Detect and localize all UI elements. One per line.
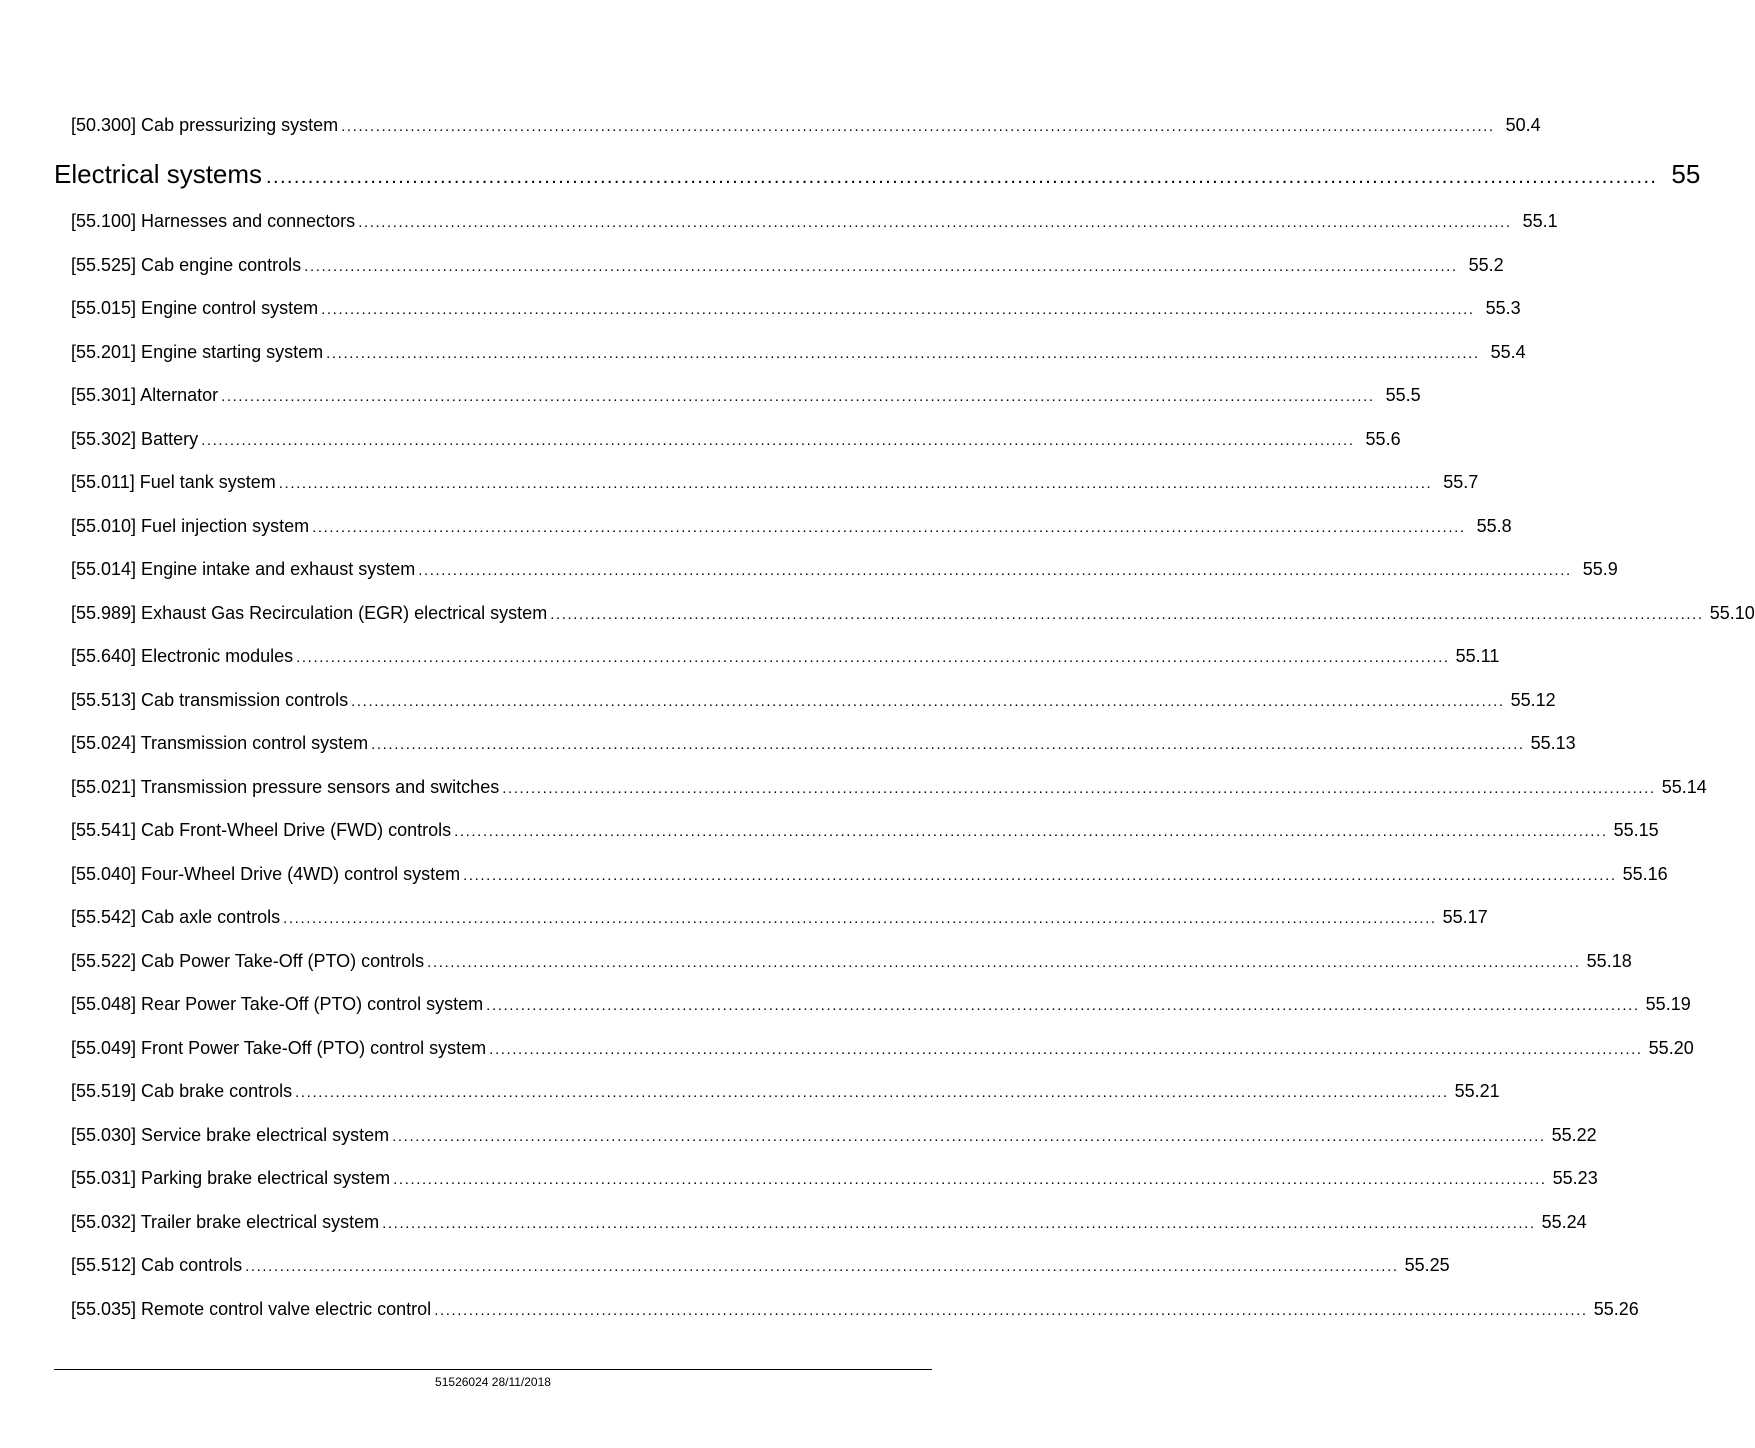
toc-entry[interactable] [71, 113, 1541, 137]
toc-entry-title: [55.035] Remote control valve electric control [71, 1299, 432, 1319]
toc-entry-page: 55.9 [1582, 559, 1618, 579]
toc-entry[interactable] [71, 427, 1401, 451]
dot-leader: ........................................................................................................................................................................................................ [312, 519, 1466, 536]
footer-doc-id-date: 51526024 28/11/2018 [435, 1375, 551, 1389]
dot-leader: ........................................................................................................................................................................................................ [550, 606, 1704, 623]
toc-entry-title: [55.014] Engine intake and exhaust system [71, 559, 416, 579]
toc-entry-page: 55.24 [1541, 1212, 1587, 1232]
dot-leader: ........................................................................................................................................................................................................ [502, 780, 1656, 797]
dot-leader: ........................................................................................................................................................................................................ [393, 1171, 1547, 1188]
toc-entry-title: [55.100] Harnesses and connectors [71, 211, 356, 231]
toc-entry[interactable] [71, 557, 1618, 581]
toc-section-heading[interactable] [54, 157, 1701, 191]
toc-entry-page: 55.22 [1551, 1125, 1597, 1145]
toc-entry-page: 55.16 [1622, 864, 1668, 884]
toc-entry-page: 55.21 [1454, 1081, 1500, 1101]
toc-entry-title: [55.525] Cab engine controls [71, 255, 302, 275]
toc-entry-page: 55.5 [1385, 385, 1421, 405]
toc-entry-title: [55.015] Engine control system [71, 298, 319, 318]
toc-entry-page: 55.17 [1442, 907, 1488, 927]
toc-entry[interactable] [71, 1123, 1597, 1147]
dot-leader: ........................................................................................................................................................................................................ [201, 432, 1355, 449]
toc-entry-page: 55.13 [1530, 733, 1576, 753]
dot-leader: ........................................................................................................................................................................................................ [304, 258, 1458, 275]
toc-entry[interactable] [71, 1253, 1450, 1277]
dot-leader: ........................................................................................................................................................................................................ [486, 997, 1640, 1014]
toc-entry[interactable] [71, 1166, 1598, 1190]
toc-entry[interactable] [71, 514, 1512, 538]
toc-entry-title: [55.301] Alternator [71, 385, 219, 405]
dot-leader: ........................................................................................................................................................................................................ [341, 118, 1495, 135]
toc-entry[interactable] [71, 1036, 1694, 1060]
toc-entry-title: [55.519] Cab brake controls [71, 1081, 293, 1101]
toc-entry-title: [55.201] Engine starting system [71, 342, 324, 362]
toc-entry-page: 55.4 [1490, 342, 1526, 362]
toc-entry-title: [55.513] Cab transmission controls [71, 690, 349, 710]
toc-entry[interactable] [71, 775, 1707, 799]
toc-entry[interactable] [71, 905, 1488, 929]
toc-entry-title: [55.512] Cab controls [71, 1255, 243, 1275]
toc-entry[interactable] [71, 296, 1521, 320]
dot-leader: ........................................................................................................................................................................................................ [283, 910, 1437, 927]
toc-entry-page: 55.14 [1661, 777, 1707, 797]
toc-entry-page: 55.1 [1522, 211, 1558, 231]
toc-entry-title: [55.040] Four-Wheel Drive (4WD) control system [71, 864, 461, 884]
toc-entry-title: [55.032] Trailer brake electrical system [71, 1212, 380, 1232]
dot-leader: ........................................................................................................................................................................................................ [296, 649, 1450, 666]
toc-entry[interactable] [71, 601, 1755, 625]
toc-entry-title: [55.541] Cab Front-Wheel Drive (FWD) controls [71, 820, 452, 840]
toc-entry[interactable] [71, 992, 1691, 1016]
toc-entry[interactable] [71, 688, 1556, 712]
toc-entry-title: [55.048] Rear Power Take-Off (PTO) control system [71, 994, 484, 1014]
toc-entry-page: 55.23 [1552, 1168, 1598, 1188]
toc-entry-page: 55.8 [1476, 516, 1512, 536]
dot-leader: ........................................................................................................................................................................................................ [463, 867, 1617, 884]
toc-entry[interactable] [71, 949, 1632, 973]
toc-entry[interactable] [71, 731, 1576, 755]
dot-leader: ........................................................................................................................................................................................................ [434, 1302, 1588, 1319]
toc-entry-title: [55.031] Parking brake electrical system [71, 1168, 391, 1188]
toc-section-page: 55 [1671, 159, 1701, 189]
toc-entry[interactable] [71, 818, 1659, 842]
dot-leader: ........................................................................................................................................................................................................ [245, 1258, 1399, 1275]
toc-entry-page: 55.20 [1648, 1038, 1694, 1058]
toc-entry[interactable] [71, 1079, 1500, 1103]
toc-entry-page: 50.4 [1505, 115, 1541, 135]
dot-leader: ........................................................................................................................................................................................................ [371, 736, 1525, 753]
toc-entry-title: [50.300] Cab pressurizing system [71, 115, 339, 135]
toc-entry-page: 55.25 [1404, 1255, 1450, 1275]
toc-entry-page: 55.7 [1443, 472, 1479, 492]
dot-leader: ........................................................................................................................................................................................................ [351, 693, 1505, 710]
toc-entry-page: 55.11 [1455, 646, 1500, 666]
dot-leader: ........................................................................................................................................................................................................ [418, 562, 1572, 579]
toc-entry[interactable] [71, 862, 1668, 886]
toc-entry[interactable] [71, 340, 1526, 364]
toc-entry-page: 55.10 [1709, 603, 1755, 623]
toc-entry-title: [55.010] Fuel injection system [71, 516, 310, 536]
dot-leader: ........................................................................................................................................................................................................ [392, 1128, 1546, 1145]
toc-entry[interactable] [71, 209, 1558, 233]
dot-leader: ........................................................................................................................................................................................................ [326, 345, 1480, 362]
toc-entry-page: 55.6 [1365, 429, 1401, 449]
toc-entry-page: 55.26 [1593, 1299, 1639, 1319]
toc-entry-title: [55.302] Battery [71, 429, 199, 449]
toc-entry-title: [55.024] Transmission control system [71, 733, 369, 753]
toc-entry[interactable] [71, 1210, 1587, 1234]
toc-section-title: Electrical systems [54, 159, 263, 189]
toc-entry-page: 55.19 [1645, 994, 1691, 1014]
dot-leader: ........................................................................................................................................................................................................ [321, 301, 1475, 318]
toc-entry-page: 55.18 [1586, 951, 1632, 971]
dot-leader: ........................................................................................................................................................................................................ [221, 388, 1375, 405]
toc-entry-page: 55.12 [1510, 690, 1556, 710]
toc-entry-page: 55.2 [1468, 255, 1504, 275]
toc-entry-title: [55.522] Cab Power Take-Off (PTO) controls [71, 951, 425, 971]
dot-leader: ........................................................................................................................................................................................................ [295, 1084, 1449, 1101]
toc-entry-title: [55.030] Service brake electrical system [71, 1125, 390, 1145]
toc-entry[interactable] [71, 253, 1504, 277]
toc-entry-title: [55.640] Electronic modules [71, 646, 294, 666]
toc-entry[interactable] [71, 470, 1479, 494]
dot-leader: ........................................................................................................................................................................................................ [278, 475, 1433, 492]
toc-entry-title: [55.011] Fuel tank system [71, 472, 276, 492]
dot-leader: ........................................................................................................................................................................................................ [358, 214, 1512, 231]
toc-entry-page: 55.15 [1613, 820, 1659, 840]
dot-leader: ........................................................................................................................................................................................................ [454, 823, 1608, 840]
toc-entry[interactable] [71, 1297, 1639, 1321]
toc-entry-title: [55.989] Exhaust Gas Recirculation (EGR) electrical system [71, 603, 548, 623]
dot-leader: ........................................................................................................................................................................................................ [489, 1041, 1643, 1058]
toc-entry-title: [55.049] Front Power Take-Off (PTO) control system [71, 1038, 487, 1058]
toc-entry[interactable] [71, 383, 1421, 407]
dot-leader: ........................................................................................................................................................................................................ [266, 166, 1658, 188]
toc-entry-title: [55.021] Transmission pressure sensors and switches [71, 777, 500, 797]
dot-leader: ........................................................................................................................................................................................................ [382, 1215, 1536, 1232]
toc-entry[interactable] [71, 644, 1500, 668]
toc-entry-title: [55.542] Cab axle controls [71, 907, 281, 927]
dot-leader: ........................................................................................................................................................................................................ [427, 954, 1581, 971]
footer-divider [54, 1369, 932, 1370]
toc-entry-page: 55.3 [1485, 298, 1521, 318]
